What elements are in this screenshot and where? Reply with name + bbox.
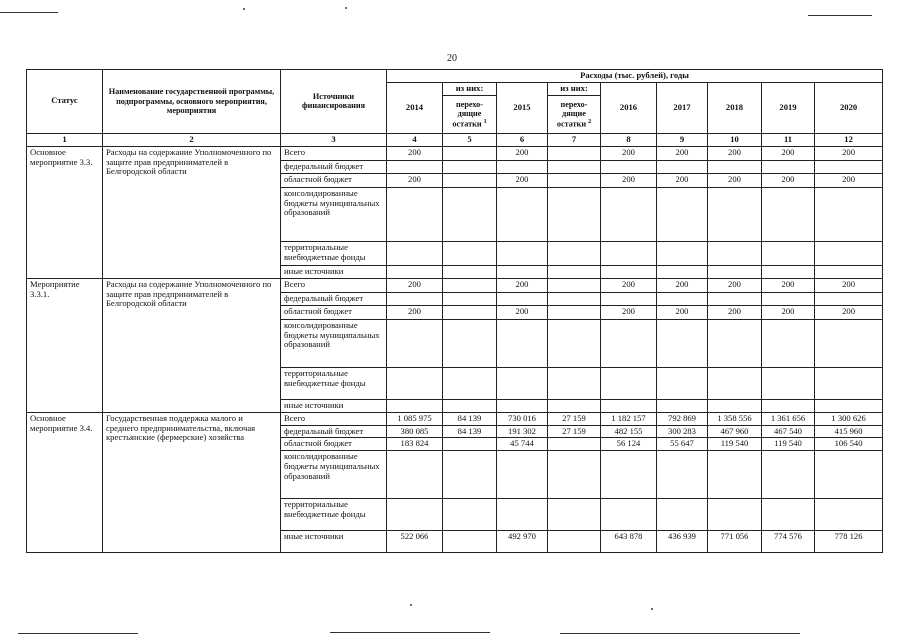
value-cell bbox=[601, 292, 657, 305]
value-cell bbox=[548, 278, 601, 292]
value-cell bbox=[601, 399, 657, 412]
value-cell bbox=[815, 292, 883, 305]
value-cell bbox=[708, 399, 762, 412]
header-carryover-1 bbox=[443, 95, 497, 133]
value-cell bbox=[548, 173, 601, 187]
value-cell bbox=[387, 399, 443, 412]
value-cell bbox=[443, 367, 497, 399]
value-cell: 1 182 157 bbox=[601, 412, 657, 425]
value-cell bbox=[762, 499, 815, 531]
table-body bbox=[27, 146, 883, 553]
value-cell bbox=[601, 319, 657, 367]
value-cell: 200 bbox=[762, 278, 815, 292]
value-cell bbox=[443, 265, 497, 278]
source-municipal: консолидированные бюджеты муниципальных образований bbox=[281, 451, 387, 499]
value-cell: 482 155 bbox=[601, 425, 657, 438]
header-year-2018: 2018 bbox=[708, 82, 762, 133]
value-cell bbox=[548, 319, 601, 367]
value-cell: 200 bbox=[387, 278, 443, 292]
value-cell bbox=[497, 241, 548, 265]
value-cell bbox=[548, 146, 601, 160]
row-name: Расходы на содержание Уполномоченного по защите прав предпринимателей в Белгородской области bbox=[103, 278, 281, 412]
header-year-2016: 2016 bbox=[601, 82, 657, 133]
source-municipal: консолидированные бюджеты муниципальных образований bbox=[281, 319, 387, 367]
scan-speck bbox=[345, 7, 347, 9]
value-cell bbox=[657, 319, 708, 367]
column-number: 1 bbox=[27, 133, 103, 146]
value-cell bbox=[708, 187, 762, 241]
value-cell: 200 bbox=[708, 278, 762, 292]
value-cell bbox=[657, 499, 708, 531]
value-cell: 200 bbox=[708, 305, 762, 319]
value-cell bbox=[387, 241, 443, 265]
value-cell bbox=[657, 451, 708, 499]
value-cell bbox=[443, 160, 497, 173]
source-federal: федеральный бюджет bbox=[281, 425, 387, 438]
scan-edge-bottom-left bbox=[18, 633, 138, 634]
value-cell bbox=[443, 319, 497, 367]
value-cell bbox=[815, 160, 883, 173]
scan-edge-top-right bbox=[808, 15, 872, 16]
source-total: Всего bbox=[281, 412, 387, 425]
value-cell: 106 540 bbox=[815, 438, 883, 451]
scan-speck bbox=[651, 608, 653, 610]
footnote-ref: 1 bbox=[483, 118, 487, 125]
value-cell: 200 bbox=[815, 173, 883, 187]
value-cell: 200 bbox=[601, 278, 657, 292]
value-cell bbox=[601, 367, 657, 399]
value-cell: 774 576 bbox=[762, 531, 815, 553]
column-number: 9 bbox=[657, 133, 708, 146]
value-cell bbox=[443, 292, 497, 305]
value-cell bbox=[708, 319, 762, 367]
value-cell bbox=[443, 278, 497, 292]
value-cell bbox=[497, 499, 548, 531]
value-cell: 778 126 bbox=[815, 531, 883, 553]
header-status: Статус bbox=[27, 70, 103, 134]
header-year-2015: 2015 bbox=[497, 82, 548, 133]
value-cell bbox=[548, 305, 601, 319]
source-total: Всего bbox=[281, 146, 387, 160]
value-cell bbox=[601, 265, 657, 278]
carryover-label: перехо-дящие остатки bbox=[452, 99, 483, 129]
value-cell: 200 bbox=[762, 173, 815, 187]
table-row bbox=[27, 146, 883, 160]
budget-table bbox=[26, 69, 883, 553]
source-other: иные источники bbox=[281, 265, 387, 278]
scan-edge-bottom-mid bbox=[330, 632, 490, 633]
value-cell: 200 bbox=[815, 305, 883, 319]
value-cell: 119 540 bbox=[708, 438, 762, 451]
value-cell: 45 744 bbox=[497, 438, 548, 451]
value-cell bbox=[548, 187, 601, 241]
value-cell: 200 bbox=[708, 173, 762, 187]
value-cell bbox=[657, 292, 708, 305]
value-cell bbox=[548, 438, 601, 451]
value-cell bbox=[497, 319, 548, 367]
source-regional: областной бюджет bbox=[281, 305, 387, 319]
page-number: 20 bbox=[447, 53, 457, 64]
value-cell bbox=[443, 499, 497, 531]
value-cell bbox=[762, 187, 815, 241]
value-cell: 522 066 bbox=[387, 531, 443, 553]
value-cell: 84 139 bbox=[443, 425, 497, 438]
value-cell: 643 878 bbox=[601, 531, 657, 553]
value-cell bbox=[708, 499, 762, 531]
value-cell bbox=[387, 367, 443, 399]
header-year-2019: 2019 bbox=[762, 82, 815, 133]
value-cell: 436 939 bbox=[657, 531, 708, 553]
value-cell bbox=[815, 399, 883, 412]
header-year-2017: 2017 bbox=[657, 82, 708, 133]
value-cell: 200 bbox=[497, 305, 548, 319]
header-expenses: Расходы (тыс. рублей), годы bbox=[387, 70, 883, 83]
column-number: 12 bbox=[815, 133, 883, 146]
value-cell bbox=[657, 399, 708, 412]
value-cell: 200 bbox=[657, 305, 708, 319]
value-cell bbox=[443, 438, 497, 451]
header-sources: Источники финансирования bbox=[281, 70, 387, 134]
value-cell bbox=[497, 187, 548, 241]
column-numbers-row bbox=[27, 133, 883, 146]
value-cell bbox=[708, 241, 762, 265]
value-cell bbox=[657, 367, 708, 399]
value-cell bbox=[387, 187, 443, 241]
value-cell bbox=[762, 292, 815, 305]
value-cell: 1 361 656 bbox=[762, 412, 815, 425]
value-cell bbox=[387, 265, 443, 278]
column-number: 6 bbox=[497, 133, 548, 146]
value-cell bbox=[815, 451, 883, 499]
value-cell bbox=[443, 241, 497, 265]
value-cell: 792 869 bbox=[657, 412, 708, 425]
value-cell bbox=[815, 241, 883, 265]
value-cell bbox=[762, 399, 815, 412]
value-cell: 200 bbox=[762, 146, 815, 160]
value-cell bbox=[708, 265, 762, 278]
column-number: 5 bbox=[443, 133, 497, 146]
value-cell bbox=[548, 531, 601, 553]
value-cell bbox=[815, 265, 883, 278]
value-cell bbox=[497, 451, 548, 499]
value-cell: 200 bbox=[708, 146, 762, 160]
value-cell bbox=[815, 319, 883, 367]
value-cell bbox=[548, 451, 601, 499]
value-cell bbox=[762, 265, 815, 278]
value-cell: 119 540 bbox=[762, 438, 815, 451]
table-row bbox=[27, 412, 883, 425]
source-federal: федеральный бюджет bbox=[281, 160, 387, 173]
value-cell: 200 bbox=[657, 173, 708, 187]
value-cell bbox=[815, 367, 883, 399]
value-cell bbox=[443, 399, 497, 412]
value-cell bbox=[548, 499, 601, 531]
value-cell bbox=[497, 367, 548, 399]
source-extrabudget: территориальные внебюджетные фонды bbox=[281, 499, 387, 531]
value-cell bbox=[601, 241, 657, 265]
value-cell: 467 540 bbox=[762, 425, 815, 438]
value-cell: 200 bbox=[497, 278, 548, 292]
source-regional: областной бюджет bbox=[281, 438, 387, 451]
value-cell bbox=[601, 187, 657, 241]
value-cell: 415 960 bbox=[815, 425, 883, 438]
value-cell: 467 960 bbox=[708, 425, 762, 438]
value-cell bbox=[443, 187, 497, 241]
header-carryover-2 bbox=[548, 95, 601, 133]
value-cell bbox=[387, 451, 443, 499]
header-of-them-2: из них: bbox=[548, 82, 601, 95]
value-cell: 200 bbox=[657, 278, 708, 292]
column-number: 11 bbox=[762, 133, 815, 146]
value-cell bbox=[762, 160, 815, 173]
header-of-them-1: из них: bbox=[443, 82, 497, 95]
header-name: Наименование государственной программы, подпрограммы, основного мероприятия, мероприятия bbox=[103, 70, 281, 134]
value-cell bbox=[443, 173, 497, 187]
value-cell bbox=[601, 499, 657, 531]
value-cell: 730 016 bbox=[497, 412, 548, 425]
row-status: Основное мероприятие 3.4. bbox=[27, 412, 103, 553]
value-cell bbox=[387, 499, 443, 531]
source-extrabudget: территориальные внебюджетные фонды bbox=[281, 241, 387, 265]
value-cell bbox=[762, 451, 815, 499]
value-cell bbox=[657, 241, 708, 265]
value-cell bbox=[497, 292, 548, 305]
value-cell: 200 bbox=[601, 305, 657, 319]
value-cell bbox=[601, 451, 657, 499]
scan-speck bbox=[243, 8, 245, 10]
value-cell: 200 bbox=[497, 146, 548, 160]
value-cell: 191 302 bbox=[497, 425, 548, 438]
source-other: иные источники bbox=[281, 531, 387, 553]
value-cell: 200 bbox=[601, 173, 657, 187]
header-year-2014: 2014 bbox=[387, 82, 443, 133]
source-federal: федеральный бюджет bbox=[281, 292, 387, 305]
carryover-label: перехо-дящие остатки bbox=[556, 99, 588, 129]
column-number: 10 bbox=[708, 133, 762, 146]
scan-edge-top-left bbox=[0, 12, 58, 13]
value-cell bbox=[708, 451, 762, 499]
value-cell: 1 085 975 bbox=[387, 412, 443, 425]
row-name: Расходы на содержание Уполномоченного по защите прав предпринимателей в Белгородской области bbox=[103, 146, 281, 278]
value-cell: 380 085 bbox=[387, 425, 443, 438]
value-cell: 56 124 bbox=[601, 438, 657, 451]
value-cell bbox=[601, 160, 657, 173]
value-cell bbox=[815, 187, 883, 241]
source-municipal: консолидированные бюджеты муниципальных образований bbox=[281, 187, 387, 241]
value-cell bbox=[657, 187, 708, 241]
footnote-ref: 2 bbox=[588, 118, 592, 125]
value-cell: 27 159 bbox=[548, 412, 601, 425]
column-number: 3 bbox=[281, 133, 387, 146]
value-cell: 200 bbox=[657, 146, 708, 160]
value-cell bbox=[497, 160, 548, 173]
value-cell: 1 300 626 bbox=[815, 412, 883, 425]
value-cell: 84 139 bbox=[443, 412, 497, 425]
value-cell: 200 bbox=[497, 173, 548, 187]
value-cell bbox=[443, 451, 497, 499]
value-cell bbox=[548, 399, 601, 412]
value-cell: 492 970 bbox=[497, 531, 548, 553]
value-cell bbox=[443, 146, 497, 160]
column-number: 8 bbox=[601, 133, 657, 146]
value-cell bbox=[548, 367, 601, 399]
column-number: 2 bbox=[103, 133, 281, 146]
value-cell bbox=[708, 292, 762, 305]
source-extrabudget: территориальные внебюджетные фонды bbox=[281, 367, 387, 399]
column-number: 7 bbox=[548, 133, 601, 146]
value-cell bbox=[387, 319, 443, 367]
value-cell bbox=[708, 160, 762, 173]
value-cell: 183 824 bbox=[387, 438, 443, 451]
value-cell bbox=[443, 305, 497, 319]
scan-speck bbox=[410, 604, 412, 606]
value-cell: 300 283 bbox=[657, 425, 708, 438]
value-cell: 1 358 556 bbox=[708, 412, 762, 425]
value-cell bbox=[443, 531, 497, 553]
row-status: Основное мероприятие 3.3. bbox=[27, 146, 103, 278]
value-cell bbox=[762, 319, 815, 367]
value-cell bbox=[387, 292, 443, 305]
value-cell bbox=[548, 265, 601, 278]
value-cell bbox=[497, 399, 548, 412]
scan-edge-bottom-right bbox=[560, 633, 800, 634]
value-cell: 27 159 bbox=[548, 425, 601, 438]
value-cell: 200 bbox=[815, 278, 883, 292]
source-other: иные источники bbox=[281, 399, 387, 412]
value-cell: 200 bbox=[387, 305, 443, 319]
value-cell bbox=[548, 292, 601, 305]
row-status: Мероприятие 3.3.1. bbox=[27, 278, 103, 412]
header-year-2020: 2020 bbox=[815, 82, 883, 133]
value-cell bbox=[815, 499, 883, 531]
value-cell: 200 bbox=[601, 146, 657, 160]
value-cell bbox=[762, 367, 815, 399]
source-total: Всего bbox=[281, 278, 387, 292]
value-cell bbox=[708, 367, 762, 399]
value-cell bbox=[497, 265, 548, 278]
value-cell: 200 bbox=[387, 146, 443, 160]
value-cell: 200 bbox=[762, 305, 815, 319]
value-cell: 200 bbox=[387, 173, 443, 187]
table-row bbox=[27, 278, 883, 292]
source-regional: областной бюджет bbox=[281, 173, 387, 187]
column-number: 4 bbox=[387, 133, 443, 146]
value-cell bbox=[657, 265, 708, 278]
value-cell: 200 bbox=[815, 146, 883, 160]
value-cell bbox=[657, 160, 708, 173]
row-name: Государственная поддержка малого и среднего предпринимательства, включая крестьянские (фермерские) хозяйства bbox=[103, 412, 281, 553]
value-cell bbox=[387, 160, 443, 173]
value-cell: 771 056 bbox=[708, 531, 762, 553]
value-cell: 55 647 bbox=[657, 438, 708, 451]
value-cell bbox=[762, 241, 815, 265]
value-cell bbox=[548, 160, 601, 173]
value-cell bbox=[548, 241, 601, 265]
